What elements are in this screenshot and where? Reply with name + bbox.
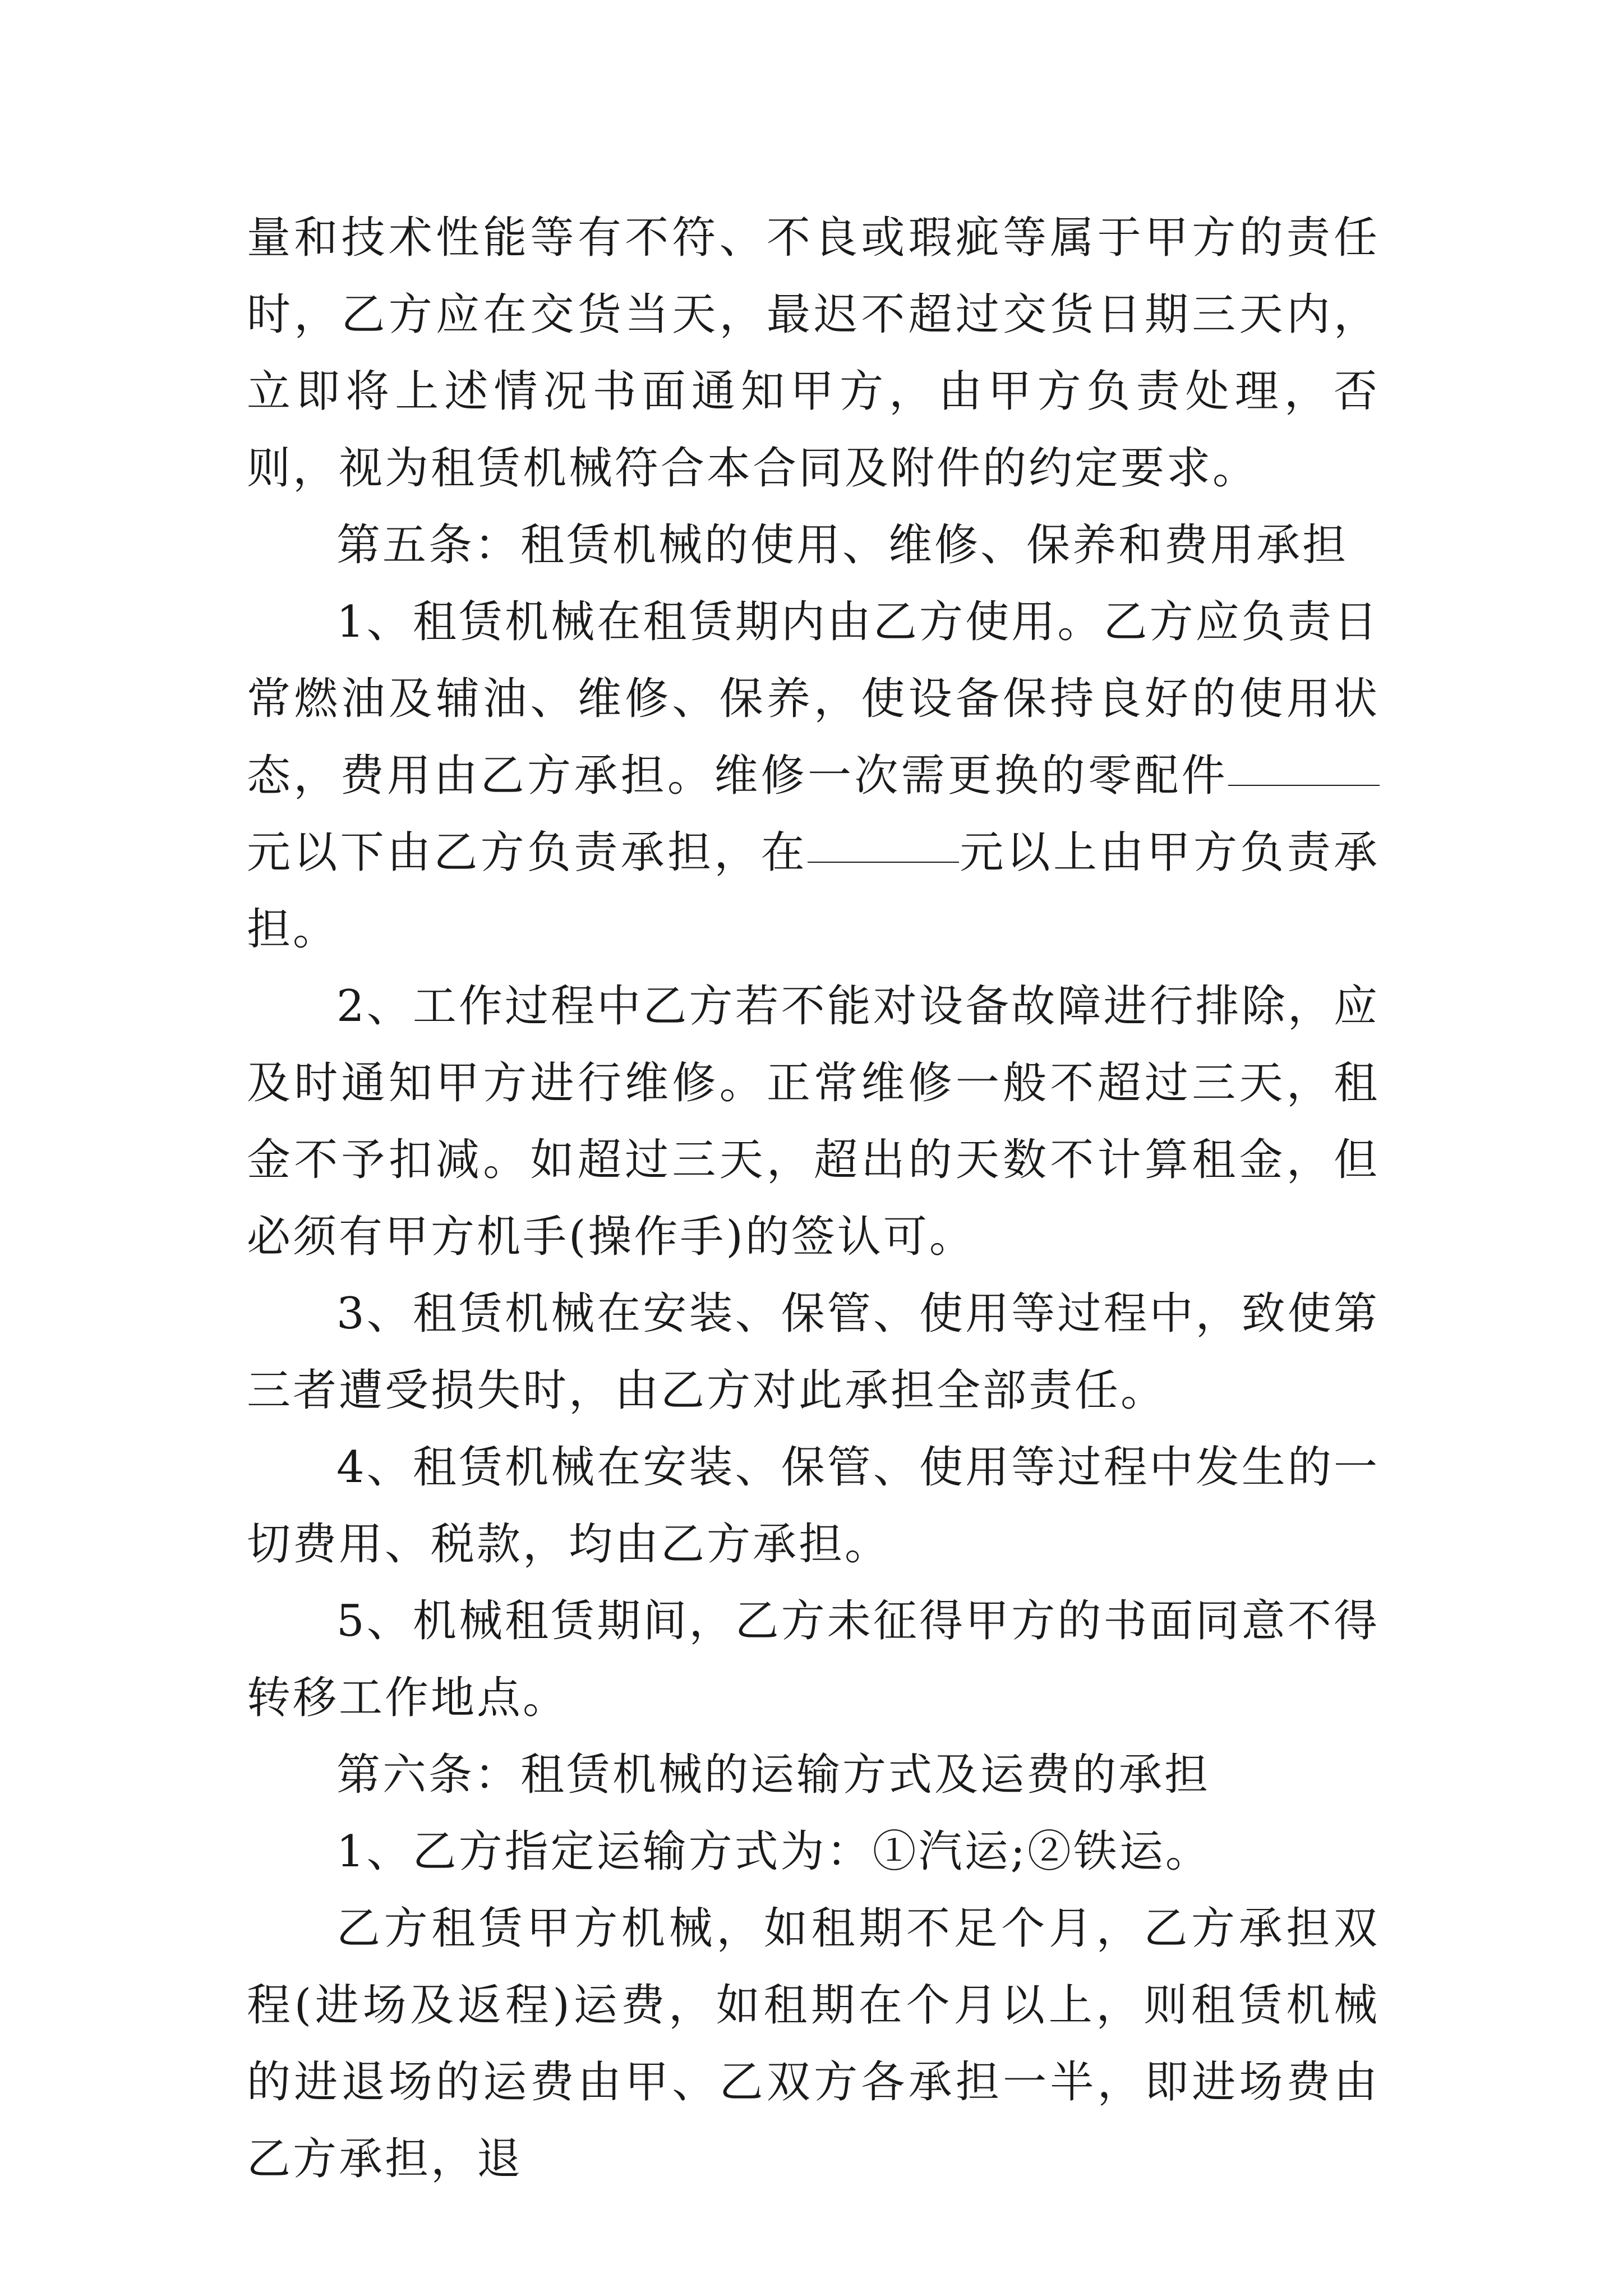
blank-amount-lower — [1228, 741, 1380, 786]
article-5-item-1 — [247, 584, 1380, 968]
article-5-item-5: 5、机械租赁期间，乙方未征得甲方的书面同意不得转移工作地点。 — [247, 1596, 1380, 1723]
article-5-item-1-text-c: 元以上由甲方负责承担。 — [247, 827, 1380, 955]
document-body — [247, 200, 1380, 2198]
paragraph-continuation: 量和技术性能等有不符、不良或瑕疵等属于甲方的责任时，乙方应在交货当天，最迟不超过交货日期三天内，立即将上述情况书面通知甲方，由甲方负责处理，否则，视为租赁机械符合本合同及附件的约定要求。 — [247, 213, 1380, 494]
article-5-item-2: 2、工作过程中乙方若不能对设备故障进行排除，应及时通知甲方进行维修。正常维修一般不超过三天，租金不予扣减。如超过三天，超出的天数不计算租金，但必须有甲方机手(操作手)的签认可。 — [247, 981, 1380, 1262]
article-5-item-4: 4、租赁机械在安装、保管、使用等过程中发生的一切费用、税款，均由乙方承担。 — [247, 1442, 1380, 1570]
article-6-paragraph: 乙方租赁甲方机械，如租期不足个月，乙方承担双程(进场及返程)运费，如租期在个月以上，则租赁机械的进退场的运费由甲、乙双方各承担一半，即进场费由乙方承担，退 — [247, 1903, 1380, 2184]
article-6-item-1: 1、乙方指定运输方式为：①汽运;②铁运。 — [336, 1826, 1211, 1877]
blank-amount-upper — [808, 818, 959, 863]
article-6-heading: 第六条：租赁机械的运输方式及运费的承担 — [336, 1750, 1211, 1800]
article-5-item-3: 3、租赁机械在安装、保管、使用等过程中，致使第三者遭受损失时，由乙方对此承担全部责任。 — [247, 1289, 1380, 1416]
article-5-heading: 第五条：租赁机械的使用、维修、保养和费用承担 — [336, 520, 1349, 570]
article-5-item-1-text-b: 元以下由乙方负责承担，在 — [247, 827, 808, 878]
article-5-item-1-text-a: 1、租赁机械在租赁期内由乙方使用。乙方应负责日常燃油及辅油、维修、保养，使设备保持良好的使用状态，费用由乙方承担。维修一次需更换的零配件 — [247, 597, 1380, 801]
